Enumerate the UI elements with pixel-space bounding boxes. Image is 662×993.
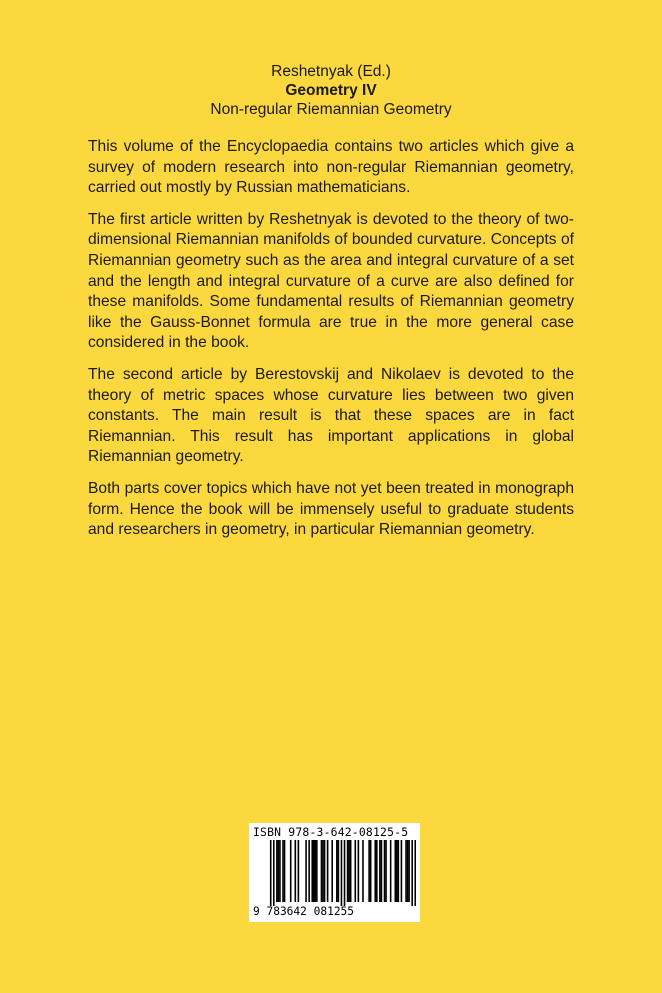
blurb-paragraph-1: This volume of the Encyclopaedia contains two articles which give a survey of modern research into non-regular Riemannian geometry, carried out mostly by Russian mathematicians. <box>88 138 574 197</box>
editor-name: Reshetnyak (Ed.) <box>271 63 391 80</box>
barcode-bars <box>253 840 416 906</box>
barcode-bar <box>398 840 400 902</box>
barcode-bar <box>324 840 326 902</box>
barcode-bar <box>385 840 387 902</box>
barcode-bar <box>316 840 318 902</box>
barcode-bar <box>374 840 376 902</box>
barcode-bar <box>411 840 413 906</box>
barcode-bar <box>347 840 349 902</box>
barcode-bar <box>379 840 381 902</box>
blurb <box>88 137 574 552</box>
barcode-bar <box>308 840 310 902</box>
barcode-bar <box>370 840 372 902</box>
barcode-bar <box>405 840 407 902</box>
barcode-bar <box>394 840 396 902</box>
barcode-bar <box>344 840 346 906</box>
blurb-paragraph-4: Both parts cover topics which have not yet been treated in monograph form. Hence the book will be immensely useful to graduate students and researchers in geometry, in particular Riemannian geometry. <box>88 479 574 539</box>
blurb-paragraph-2: The first article written by Reshetnyak is devoted to the theory of two-dimensional Riemannian manifolds of bounded curvature. Concepts of Riemannian geometry such as the area and integral curvature of a set and the length and integral curvature of a curve are also defined for these manifolds. Some fundamental results of Riemannian geometry like the Gauss-Bonnet formula are true in the more general case considered in the book. <box>88 210 574 352</box>
blurb-paragraph-3: The second article by Berestovskij and Nikolaev is devoted to the theory of metric spaces whose curvature lies between two given constants. The main result is that these spaces are in fact Riemannian. This result has important applications in global Riemannian geometry. <box>88 365 574 466</box>
barcode-bar <box>362 840 364 902</box>
barcode-bar <box>284 840 286 902</box>
barcode-bar <box>270 840 272 906</box>
barcode-bar <box>408 840 410 902</box>
barcode-bar <box>331 840 333 902</box>
barcode-bar <box>298 840 300 902</box>
barcode-bar <box>407 840 409 902</box>
barcode-bar <box>322 840 324 902</box>
barcode-bar <box>290 840 292 902</box>
barcode-bar <box>396 840 398 902</box>
barcode-bar <box>279 840 281 902</box>
book-subtitle: Non-regular Riemannian Geometry <box>210 101 452 118</box>
barcode-bar <box>311 840 313 902</box>
barcode-bar <box>338 840 340 902</box>
barcode-bar <box>278 840 280 902</box>
barcode-bar <box>390 840 392 902</box>
barcode-bar <box>368 840 370 902</box>
barcode-bar <box>358 840 360 902</box>
barcode-bar <box>276 840 278 902</box>
barcode-bar <box>336 840 338 902</box>
barcode-bar <box>341 840 343 906</box>
book-title: Geometry IV <box>285 82 377 99</box>
barcode-bar <box>282 840 284 902</box>
barcode-bar <box>321 840 323 902</box>
barcode-bar <box>354 840 356 902</box>
barcode-bar <box>327 840 329 902</box>
ean-digits: 9 783642 081255 <box>253 905 355 918</box>
barcode-bar <box>414 840 416 906</box>
barcode-bar <box>305 840 307 902</box>
barcode-block <box>249 823 420 922</box>
barcode-bar <box>273 840 275 906</box>
barcode-bar <box>381 840 383 902</box>
barcode-bar <box>313 840 315 902</box>
barcode-bar <box>350 840 352 902</box>
barcode-bar <box>315 840 317 902</box>
isbn-label: ISBN 978-3-642-08125-5 <box>253 825 409 839</box>
barcode-bar <box>376 840 378 902</box>
barcode-bar <box>384 840 386 902</box>
barcode-bar <box>295 840 297 902</box>
barcode-bar <box>401 840 403 902</box>
cover-header <box>0 62 662 119</box>
barcode-bar <box>348 840 350 902</box>
